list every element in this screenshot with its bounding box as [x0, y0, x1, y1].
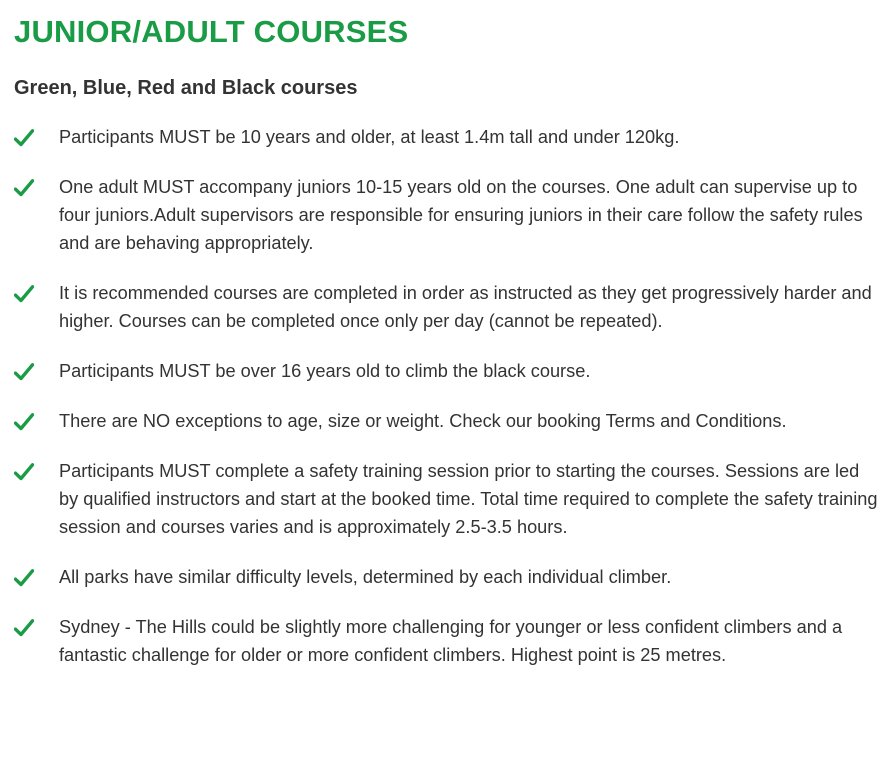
checkmark-icon	[14, 285, 34, 303]
list-item	[14, 123, 879, 151]
list-item	[14, 457, 879, 541]
page-title: JUNIOR/ADULT COURSES	[14, 14, 409, 49]
list-item-text: All parks have similar difficulty levels, determined by each individual climber.	[59, 567, 672, 587]
list-item	[14, 173, 879, 257]
list-item-text: Sydney - The Hills could be slightly more challenging for younger or less confident climbers and a fantastic challenge for older or more confident climbers. Highest point is 25 metres.	[59, 617, 843, 665]
checkmark-icon	[14, 413, 34, 431]
list-item-text: Participants MUST complete a safety training session prior to starting the courses. Sessions are led by qualified instructors and start at the booked time. Total time required to complete the safety training session and courses varies and is approximately 2.5-3.5 hours.	[59, 461, 878, 537]
list-item-text: Participants MUST be over 16 years old to climb the black course.	[59, 361, 591, 381]
list-item	[14, 357, 879, 385]
list-item-text: It is recommended courses are completed in order as instructed as they get progressively harder and higher. Courses can be completed once only per day (cannot be repeated).	[59, 283, 872, 331]
list-item-text: Participants MUST be 10 years and older, at least 1.4m tall and under 120kg.	[59, 127, 680, 147]
list-item	[14, 613, 879, 669]
checkmark-icon	[14, 463, 34, 481]
list-item-text: One adult MUST accompany juniors 10-15 years old on the courses. One adult can supervise up to four juniors.Adult supervisors are responsible for ensuring juniors in their care follow the safety rules and are behaving appropriately.	[59, 177, 863, 253]
checkmark-icon	[14, 619, 34, 637]
list-item-text: There are NO exceptions to age, size or weight. Check our booking Terms and Conditions.	[59, 411, 787, 431]
list-item	[14, 279, 879, 335]
checkmark-icon	[14, 363, 34, 381]
section-subtitle: Green, Blue, Red and Black courses	[14, 77, 358, 99]
list-item	[14, 407, 879, 435]
requirements-list	[14, 123, 878, 669]
list-item	[14, 563, 879, 591]
checkmark-icon	[14, 179, 34, 197]
checkmark-icon	[14, 129, 34, 147]
checkmark-icon	[14, 569, 34, 587]
